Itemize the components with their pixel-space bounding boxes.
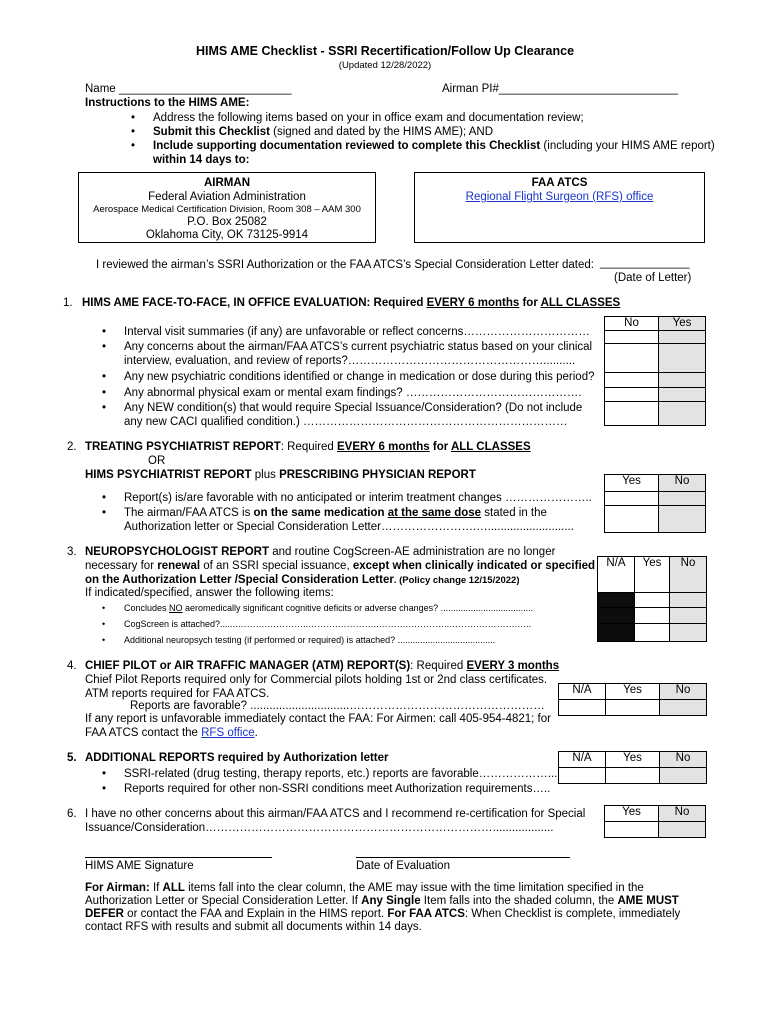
answer-yes-cell[interactable] xyxy=(605,492,659,506)
col-no-header: No xyxy=(660,752,707,768)
instructions-title: Instructions to the HIMS AME: xyxy=(85,97,250,109)
instruction-item: • Address the following items based on your in office exam and documentation review; xyxy=(153,111,584,125)
date-of-letter-caption: (Date of Letter) xyxy=(614,272,692,284)
list-item-cont: Authorization letter or Special Consideration Letter…………………….…........................... xyxy=(124,521,574,533)
section-5-answer-grid xyxy=(558,751,707,784)
section-4-line: ATM reports required for FAA ATCS. xyxy=(85,688,270,700)
answer-no-cell[interactable] xyxy=(659,492,706,506)
section-1-answer-grid xyxy=(604,316,706,426)
date-label: Date of Evaluation xyxy=(356,860,450,872)
footer-line: For Airman: If ALL items fall into the clear column, the AME may issue with the time limitation specified in the xyxy=(85,882,644,894)
answer-no-cell[interactable] xyxy=(660,700,707,716)
col-no-header: No xyxy=(670,557,707,593)
list-item: • Report(s) is/are favorable with no anticipated or interim treatment changes ………………….. xyxy=(124,491,592,505)
footer-line: contact RFS with results and submit all documents within 14 days. xyxy=(85,921,422,933)
list-item: • The airman/FAA ATCS is on the same medication at the same dose stated in the xyxy=(124,506,547,520)
answer-na-cell[interactable] xyxy=(559,700,606,716)
list-item: • Any NEW condition(s) that would require Special Issuance/Consideration? (Do not include xyxy=(124,401,582,415)
col-no-header: No xyxy=(659,475,706,492)
instruction-item: • Include supporting documentation reviewed to complete this Checklist (including your HIMS AME report) xyxy=(153,139,715,153)
answer-yes-cell[interactable] xyxy=(659,331,706,344)
answer-na-cell xyxy=(598,608,635,624)
col-yes-header: Yes xyxy=(659,317,706,331)
answer-no-cell[interactable] xyxy=(660,768,707,784)
section-number: 1. xyxy=(63,297,73,309)
section-3-line: NEUROPSYCHOLOGIST REPORT and routine CogScreen-AE administration are no longer xyxy=(85,546,556,558)
answer-yes-cell[interactable] xyxy=(606,700,660,716)
answer-yes-cell[interactable] xyxy=(635,593,670,608)
section-1-title: HIMS AME FACE-TO-FACE, IN OFFICE EVALUATION: Required EVERY 6 months for ALL CLASSES xyxy=(82,297,621,309)
name-field[interactable]: Name ___________________________ xyxy=(85,83,292,95)
footer-line: DEFER or contact the FAA and Explain in the HIMS report. For FAA ATCS: When Checklist is complete, immediately xyxy=(85,908,681,920)
section-number: 4. xyxy=(67,660,77,672)
signature-line[interactable] xyxy=(85,857,272,858)
answer-yes-cell[interactable] xyxy=(659,373,706,388)
section-3-answer-grid xyxy=(597,556,707,642)
col-yes-header: Yes xyxy=(635,557,670,593)
answer-na-cell xyxy=(598,593,635,608)
list-item: • SSRI-related (drug testing, therapy reports, etc.) reports are favorable………………... xyxy=(124,767,557,781)
airman-address-line: Oklahoma City, OK 73125-9914 xyxy=(145,229,309,241)
section-4-title: CHIEF PILOT or AIR TRAFFIC MANAGER (ATM) REPORT(S): Required EVERY 3 months xyxy=(85,660,560,672)
col-na-header: N/A xyxy=(598,557,635,593)
section-2-title: TREATING PSYCHIATRIST REPORT: Required EVERY 6 months for ALL CLASSES xyxy=(85,441,531,453)
review-statement: I reviewed the airman’s SSRI Authorization or the FAA ATCS’s Special Consideration Letter dated: xyxy=(96,259,594,271)
atcs-heading: FAA ATCS xyxy=(531,177,588,189)
col-yes-header: Yes xyxy=(605,806,659,822)
col-na-header: N/A xyxy=(559,684,606,700)
answer-na-cell[interactable] xyxy=(559,768,606,784)
answer-yes-cell[interactable] xyxy=(635,608,670,624)
date-line[interactable] xyxy=(356,857,570,858)
answer-no-cell[interactable] xyxy=(605,388,659,402)
letter-date-field[interactable]: ______________ xyxy=(600,257,690,269)
list-item: • Any concerns about the airman/FAA ATCS’s current psychiatric status based on your clinical xyxy=(124,340,592,354)
instruction-item: • Submit this Checklist (signed and dated by the HIMS AME); AND xyxy=(153,125,493,139)
airman-address-line: P.O. Box 25082 xyxy=(187,216,267,228)
rfs-office-link[interactable]: Regional Flight Surgeon (RFS) office xyxy=(465,191,654,203)
col-yes-header: Yes xyxy=(606,684,660,700)
section-4-line: Chief Pilot Reports required only for Commercial pilots holding 1st or 2nd class certificates. xyxy=(85,674,548,686)
list-item: • Additional neuropsych testing (if performed or required) is attached? ....................................... xyxy=(124,633,495,647)
answer-yes-cell[interactable] xyxy=(606,768,660,784)
answer-yes-cell[interactable] xyxy=(635,624,670,642)
instruction-item-cont: within 14 days to: xyxy=(153,154,250,166)
answer-no-cell[interactable] xyxy=(605,344,659,373)
section-2-answer-grid xyxy=(604,474,706,533)
section-number: 6. xyxy=(67,808,77,820)
section-number: 3. xyxy=(67,546,77,558)
list-item: • Reports required for other non-SSRI conditions meet Authorization requirements….. xyxy=(124,782,550,796)
col-no-header: No xyxy=(660,684,707,700)
updated-date: (Updated 12/28/2022) xyxy=(338,60,432,71)
section-6-line: I have no other concerns about this airman/FAA ATCS and I recommend re-certification for Special xyxy=(85,808,586,820)
col-na-header: N/A xyxy=(559,752,606,768)
list-item: • Concludes NO aeromedically significant cognitive deficits or adverse changes? ..................................... xyxy=(124,601,533,615)
section-3-line: necessary for renewal of an SSRI special issuance, except when clinically indicated or specified xyxy=(85,560,596,572)
section-4-answer-grid xyxy=(558,683,707,716)
answer-no-cell[interactable] xyxy=(659,506,706,533)
list-item-cont: interview, evaluation, and review of reports?…………………………………………….......... xyxy=(124,355,576,367)
list-item: • CogScreen is attached?.......……….…………..……….…………..……….…………..……….………….….. xyxy=(124,617,531,631)
section-6-answer-grid xyxy=(604,805,706,838)
page-title: HIMS AME Checklist - SSRI Recertification/Follow Up Clearance xyxy=(195,44,575,58)
col-yes-header: Yes xyxy=(605,475,659,492)
airman-address-line: Federal Aviation Administration xyxy=(148,191,306,203)
airman-address-box xyxy=(78,172,376,243)
answer-yes-cell[interactable] xyxy=(659,344,706,373)
answer-no-cell[interactable] xyxy=(670,593,707,608)
or-label: OR xyxy=(148,455,166,467)
list-item-cont: any new CACI qualified condition.) …………………………………………………………… xyxy=(124,416,568,428)
answer-yes-cell[interactable] xyxy=(605,506,659,533)
answer-no-cell[interactable] xyxy=(605,402,659,426)
answer-yes-cell[interactable] xyxy=(605,822,659,838)
airman-pi-field[interactable]: Airman PI#____________________________ xyxy=(442,83,678,95)
col-no-header: No xyxy=(659,806,706,822)
atcs-address-box xyxy=(414,172,705,243)
section-6-line: Issuance/Consideration…………………………………………………………………................... xyxy=(85,822,554,834)
answer-no-cell[interactable] xyxy=(670,624,707,642)
section-2-alt-title: HIMS PSYCHIATRIST REPORT plus PRESCRIBING PHYSICIAN REPORT xyxy=(85,469,476,481)
answer-yes-cell[interactable] xyxy=(659,388,706,402)
answer-no-cell[interactable] xyxy=(670,608,707,624)
section-4-line: FAA ATCS contact the RFS office. xyxy=(85,727,258,739)
list-item: • Any abnormal physical exam or mental exam findings? ………………………………………. xyxy=(124,386,582,400)
section-4-line: If any report is unfavorable immediately contact the FAA: For Airmen: call 405-954-4821; for xyxy=(85,713,551,725)
section-5-title: ADDITIONAL REPORTS required by Authorization letter xyxy=(85,752,389,764)
footer-line: Authorization Letter or Special Consideration Letter. If Any Single Item falls into the shaded column, the AME MUST xyxy=(85,895,679,907)
airman-address-line: Aerospace Medical Certification Division, Room 308 – AAM 300 xyxy=(93,204,361,215)
col-no-header: No xyxy=(605,317,659,331)
section-3-line: If indicated/specified, answer the following items: xyxy=(85,587,334,599)
list-item: • Interval visit summaries (if any) are unfavorable or reflect concerns…………………………… xyxy=(124,325,590,339)
answer-yes-cell[interactable] xyxy=(659,402,706,426)
answer-no-cell[interactable] xyxy=(605,331,659,344)
answer-na-cell xyxy=(598,624,635,642)
section-4-line: Reports are favorable? ...............................…………………………………………… xyxy=(130,700,545,712)
section-number: 5. xyxy=(67,752,77,764)
rfs-office-link[interactable]: RFS office xyxy=(201,727,255,739)
answer-no-cell[interactable] xyxy=(605,373,659,388)
section-number: 2. xyxy=(67,441,77,453)
section-3-line: on the Authorization Letter /Special Consideration Letter. (Policy change 12/15/2022) xyxy=(85,574,520,586)
answer-no-cell[interactable] xyxy=(659,822,706,838)
list-item: • Any new psychiatric conditions identified or change in medication or dose during this period? xyxy=(124,370,595,384)
signature-label: HIMS AME Signature xyxy=(85,860,194,872)
col-yes-header: Yes xyxy=(606,752,660,768)
airman-heading: AIRMAN xyxy=(204,177,250,189)
